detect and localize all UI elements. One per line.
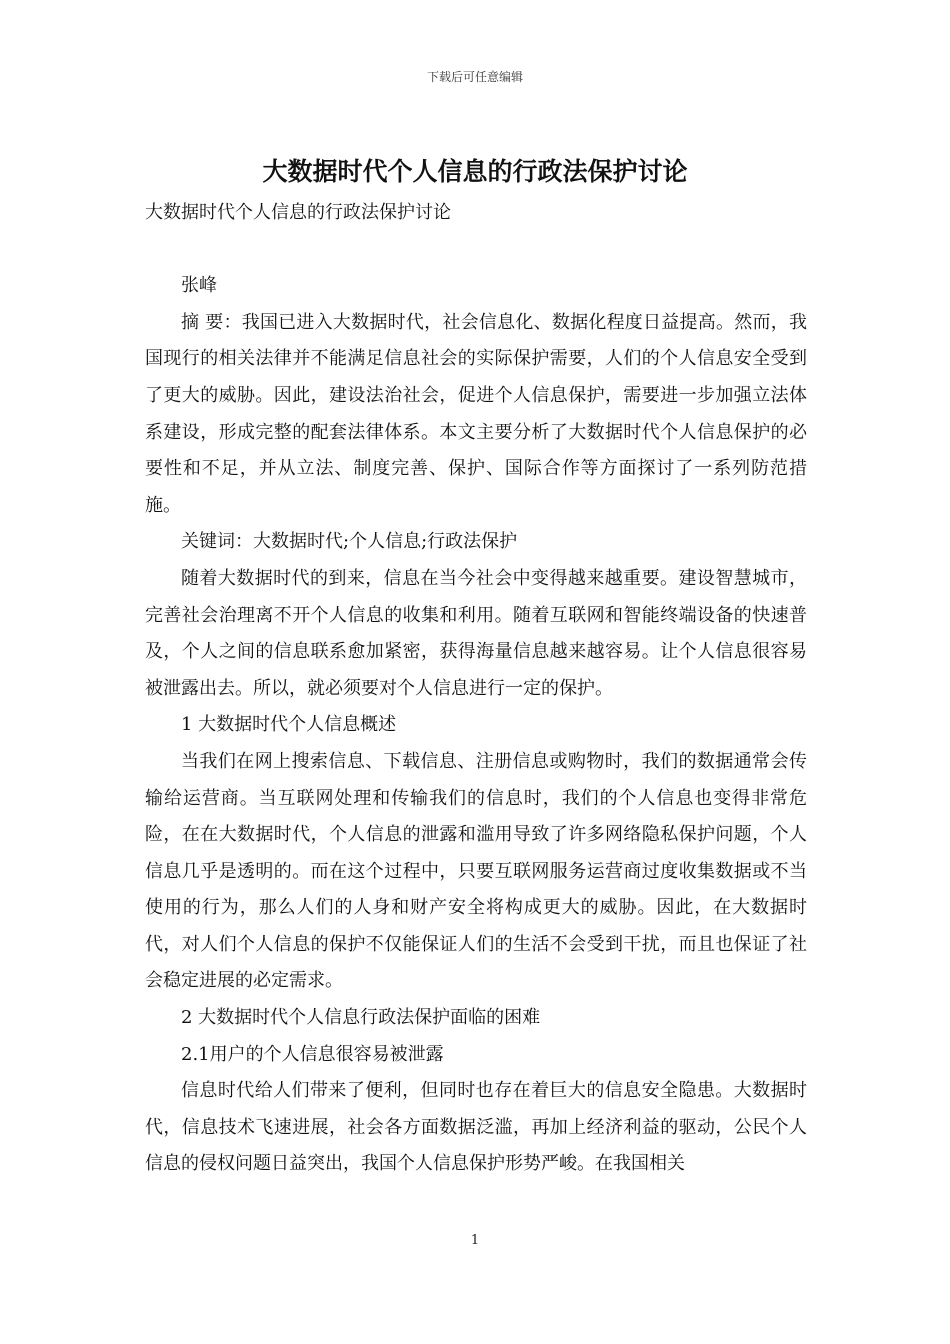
document-title: 大数据时代个人信息的行政法保护讨论 (262, 157, 688, 186)
abstract-paragraph: 摘 要：我国已进入大数据时代，社会信息化、数据化程度日益提高。然而，我国现行的相关法律并不能满足信息社会的实际保护需要，人们的个人信息安全受到了更大的威胁。因此，建设法治社会，促进个人信息保护，需要进一步加强立法体系建设，形成完整的配套法律体系。本文主要分析了大数据时代个人信息保护的必要性和不足，并从立法、制度完善、保护、国际合作等方面探讨了一系列防范措施。 (145, 311, 807, 516)
keywords-line: 关键词：大数据时代;个人信息;行政法保护 (181, 531, 518, 553)
document-body (145, 195, 807, 1183)
author-name: 张峰 (181, 275, 217, 297)
blank-line (145, 232, 807, 269)
section-2-1-heading: 2.1用户的个人信息很容易被泄露 (181, 1043, 444, 1065)
section-2-heading: 2 大数据时代个人信息行政法保护面临的困难 (181, 1007, 541, 1029)
intro-paragraph: 随着大数据时代的到来，信息在当今社会中变得越来越重要。建设智慧城市，完善社会治理离不开个人信息的收集和利用。随着互联网和智能终端设备的快速普及，个人之间的信息联系愈加紧密，获得海量信息越来越容易。让个人信息很容易被泄露出去。所以，就必须要对个人信息进行一定的保护。 (145, 567, 807, 699)
section-1-heading: 1 大数据时代个人信息概述 (181, 714, 397, 736)
section-1-paragraph: 当我们在网上搜索信息、下载信息、注册信息或购物时，我们的数据通常会传输给运营商。当互联网处理和传输我们的信息时，我们的个人信息也变得非常危险，在在大数据时代，个人信息的泄露和滥用导致了许多网络隐私保护问题，个人信息几乎是透明的。而在这个过程中，只要互联网服务运营商过度收集数据或不当使用的行为，那么人们的人身和财产安全将构成更大的威胁。因此，在大数据时代，对人们个人信息的保护不仅能保证人们的生活不会受到干扰，而且也保证了社会稳定进展的必定需求。 (145, 750, 807, 992)
page-number: 1 (470, 1233, 480, 1248)
page-header-note: 下载后可任意编辑 (426, 70, 523, 84)
document-subtitle: 大数据时代个人信息的行政法保护讨论 (145, 202, 451, 223)
section-2-1-paragraph: 信息时代给人们带来了便利，但同时也存在着巨大的信息安全隐患。大数据时代，信息技术飞速进展，社会各方面数据泛滥，再加上经济利益的驱动，公民个人信息的侵权问题日益突出，我国个人信息保护形势严峻。在我国相关 (145, 1080, 807, 1175)
